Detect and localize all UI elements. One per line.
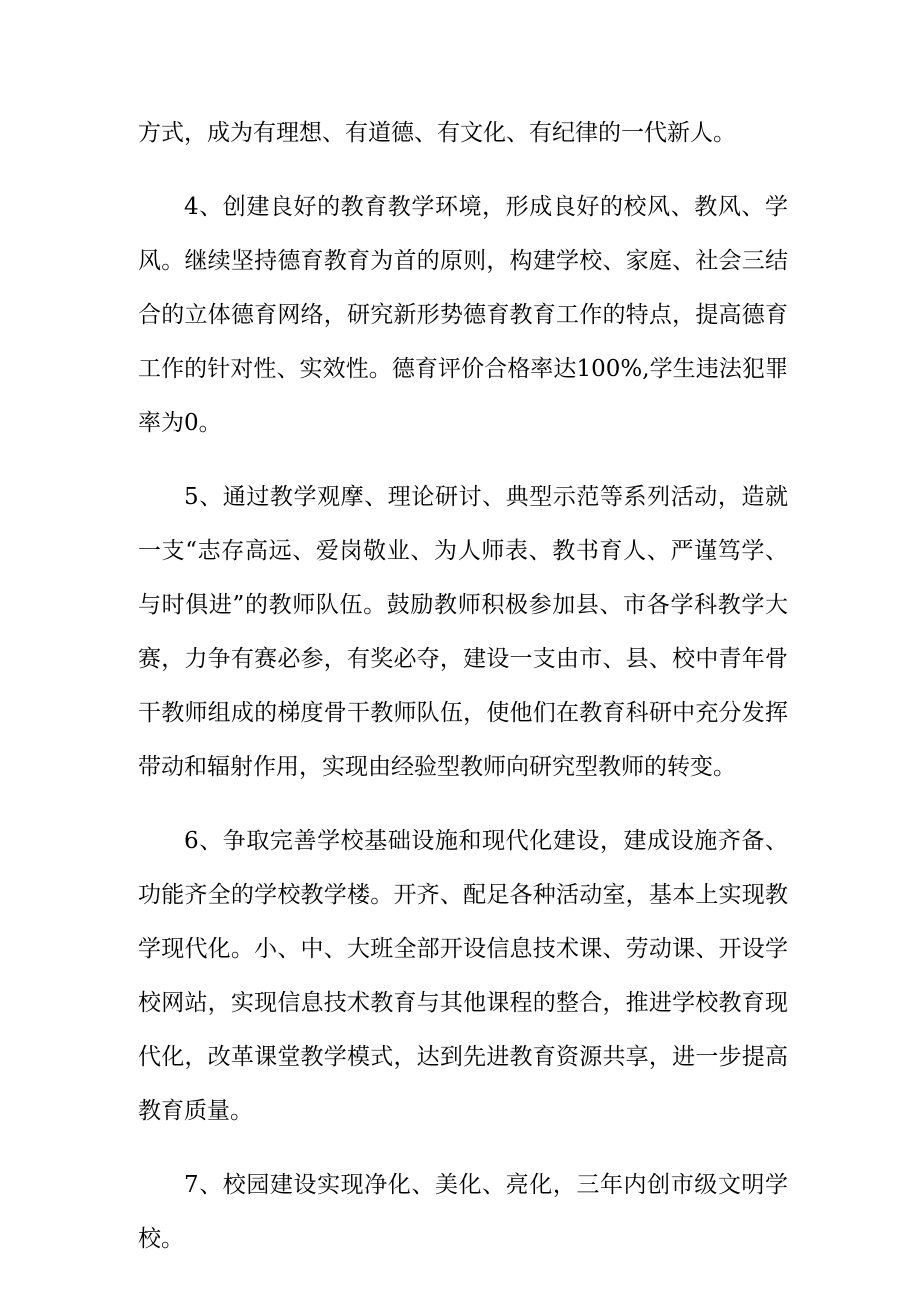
paragraph-gap — [138, 1138, 788, 1158]
paragraph-item-7: 7、校园建设实现净化、美化、亮化，三年内创市级文明学校。 — [138, 1172, 788, 1252]
paragraph-item-6: 6、争取完善学校基础设施和现代化建设，建成设施齐备、功能齐全的学校教学楼。开齐、配足各种活动室，基本上实现教学现代化。小、中、大班全部开设信息技术课、劳动课、开设学校网站，实现信息技术教育与其他课程的整合，推进学校教育现代化，改革课堂教学模式，达到先进教育资源共享，进一步提高教育质量。 — [138, 828, 788, 1124]
paragraph-gap — [138, 160, 788, 180]
paragraph-gap — [138, 794, 788, 814]
paragraph-continuation: 方式，成为有理想、有道德、有文化、有纪律的一代新人。 — [138, 120, 736, 146]
document-body — [138, 106, 788, 1266]
paragraph-gap — [138, 450, 788, 470]
paragraph-item-4: 4、创建良好的教育教学环境，形成良好的校风、教风、学风。继续坚持德育教育为首的原则，构建学校、家庭、社会三结合的立体德育网络，研究新形势德育教育工作的特点，提高德育工作的针对性、实效性。德育评价合格率达100%,学生违法犯罪率为0。 — [138, 194, 788, 436]
paragraph-item-5: 5、通过教学观摩、理论研讨、典型示范等系列活动，造就一支“志存高远、爱岗敬业、为人师表、教书育人、严谨笃学、与时俱进”的教师队伍。鼓励教师积极参加县、市各学科教学大赛，力争有赛必参，有奖必夺，建设一支由市、县、校中青年骨干教师组成的梯度骨干教师队伍，使他们在教育科研中充分发挥带动和辐射作用，实现由经验型教师向研究型教师的转变。 — [138, 484, 788, 780]
